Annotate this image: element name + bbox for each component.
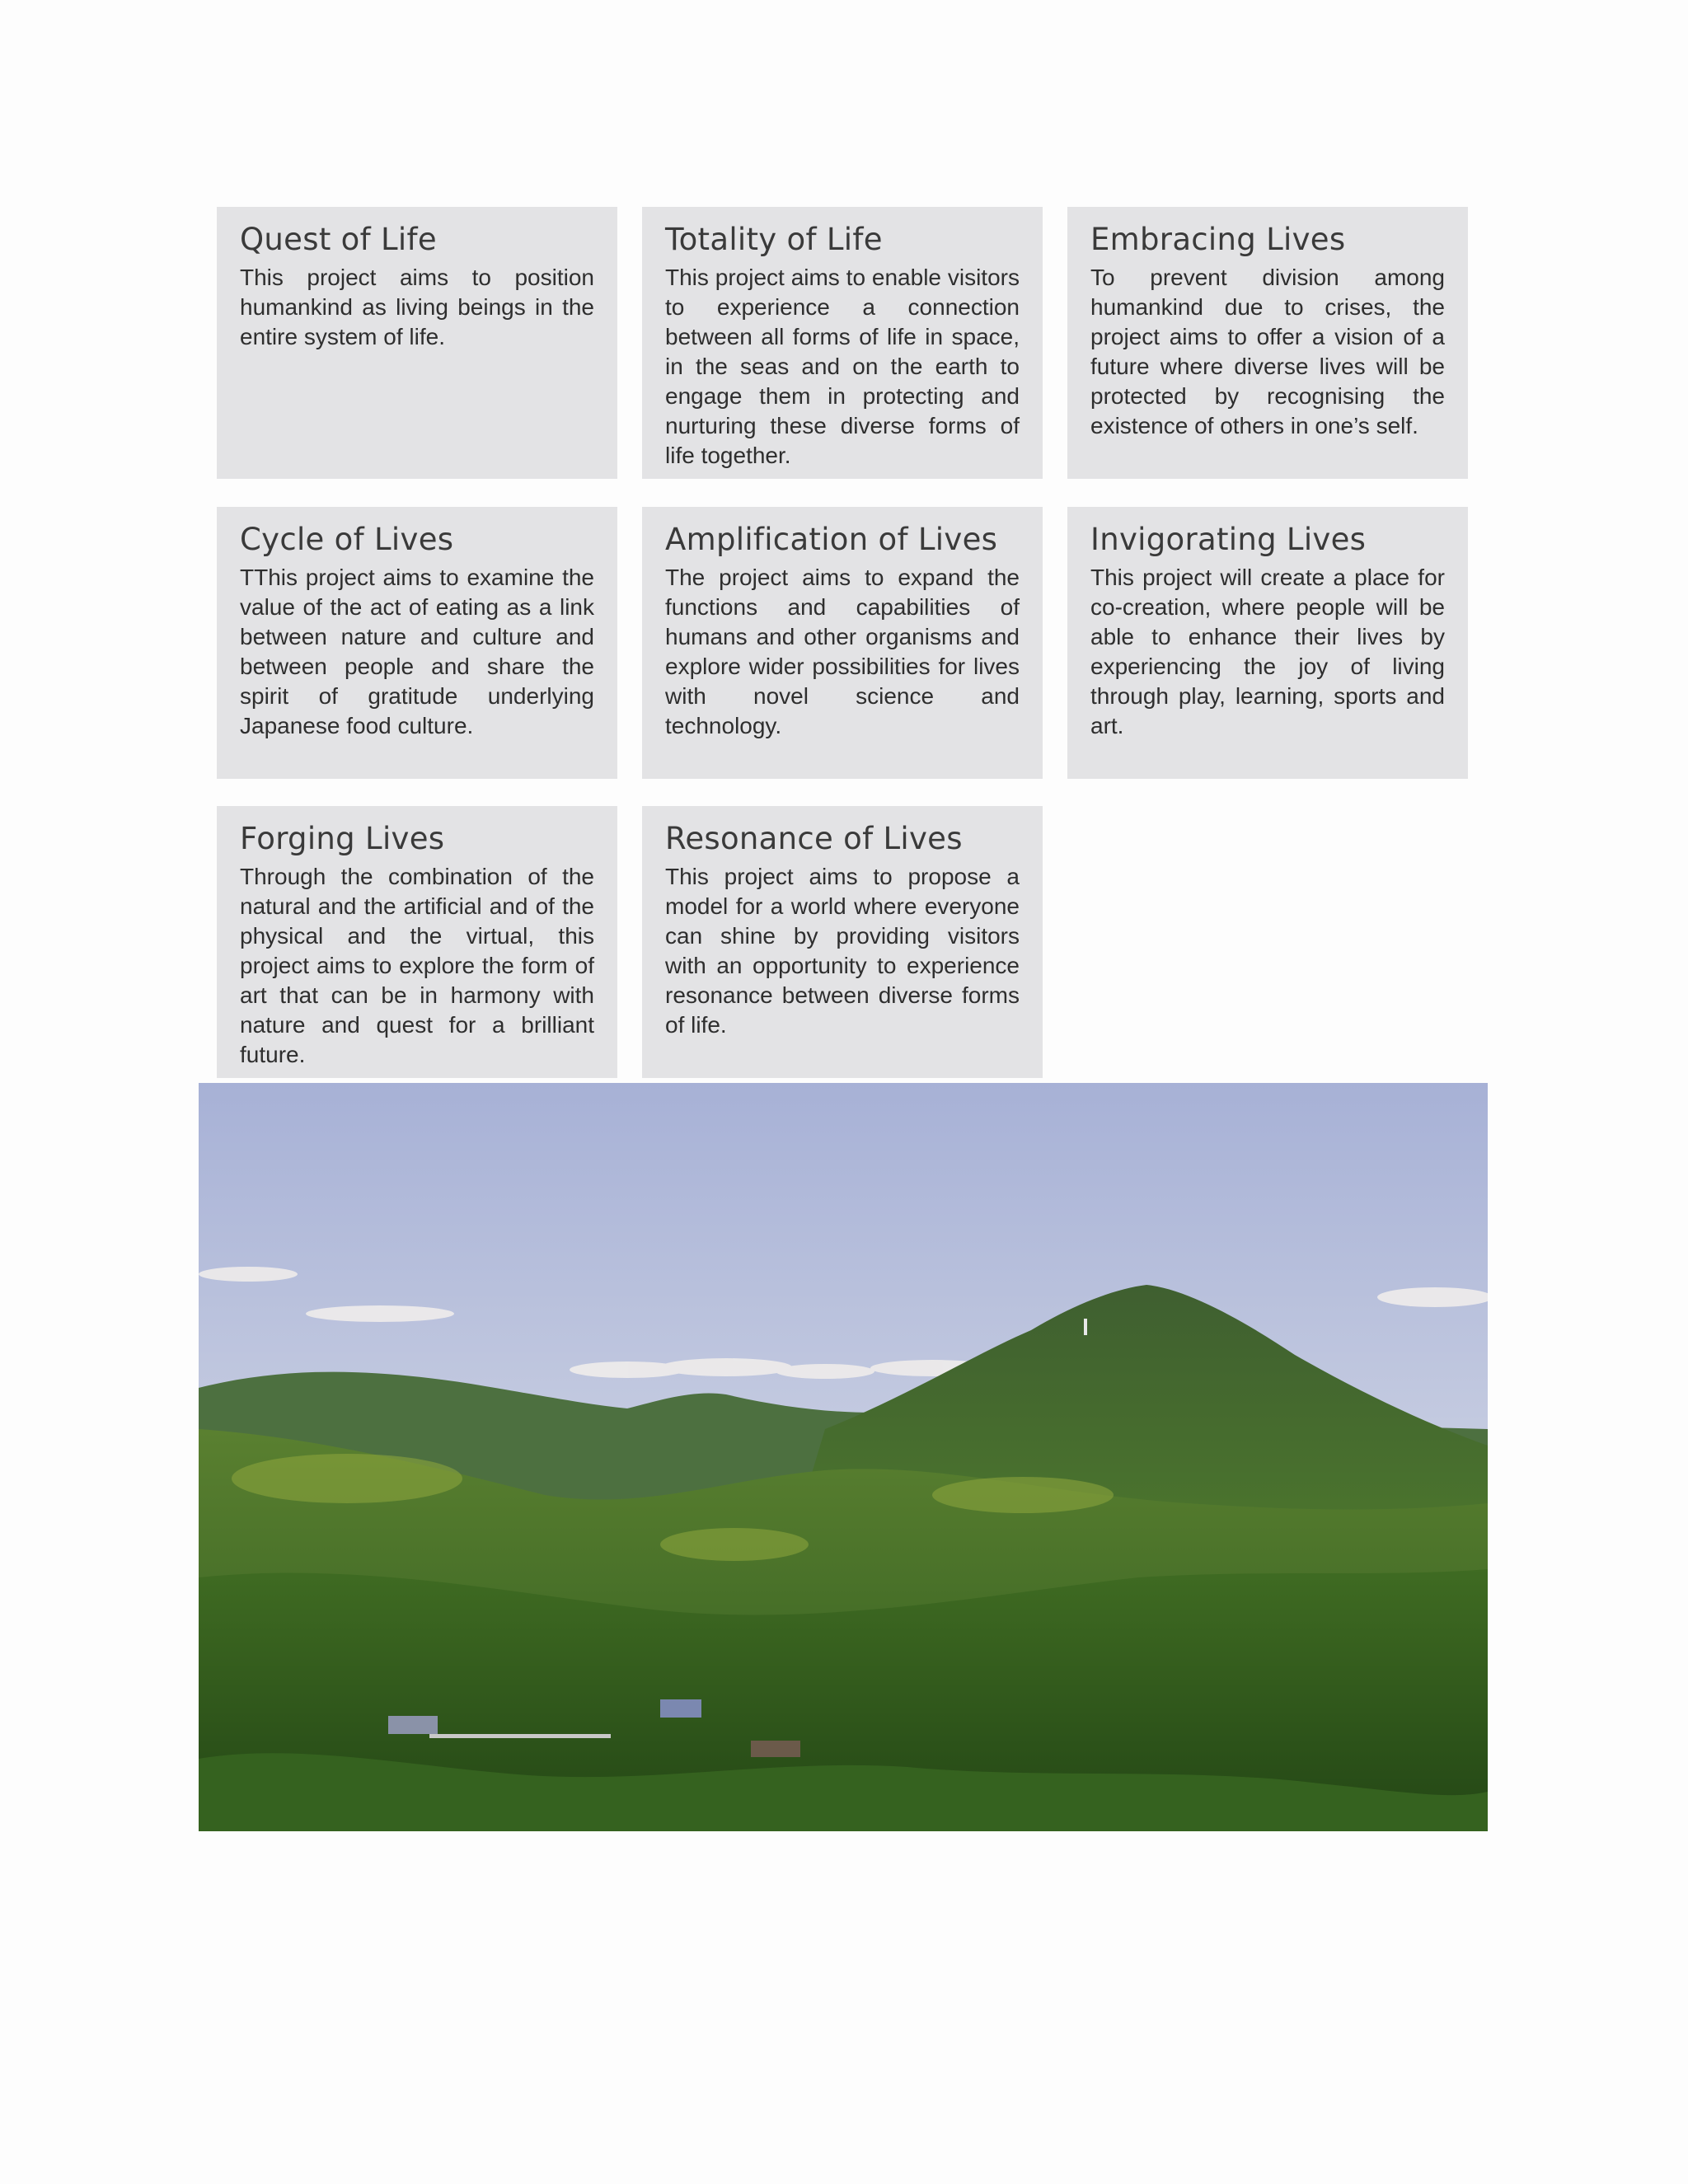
card-title: Embracing Lives — [1090, 222, 1346, 257]
card-body: This project will create a place for co-creation, where people will be able to enhance their lives by experiencing the joy of living through play, learning, sports and art. — [1090, 565, 1445, 738]
landscape-photo — [199, 1083, 1488, 1831]
card-title: Quest of Life — [240, 222, 437, 257]
card-body: This project aims to position humankind as living beings in the entire system of life. — [240, 265, 594, 349]
card-resonance-of-lives — [642, 806, 1043, 1078]
card-amplification-of-lives — [642, 507, 1043, 779]
card-body: To prevent division among humankind due to crises, the project aims to offer a vision of a future where diverse lives will be protected by recognising the existence of others in one’s self. — [1090, 265, 1445, 438]
card-title: Forging Lives — [240, 821, 445, 856]
card-body: This project aims to propose a model for a world where everyone can shine by providing visitors with an opportunity to experience resonance between diverse forms of life. — [665, 864, 1020, 1038]
card-title: Invigorating Lives — [1090, 522, 1367, 557]
card-totality-of-life — [642, 207, 1043, 479]
card-embracing-lives — [1067, 207, 1468, 479]
card-title: Amplification of Lives — [665, 522, 998, 557]
card-cycle-of-lives — [217, 507, 617, 779]
card-title: Cycle of Lives — [240, 522, 454, 557]
card-forging-lives — [217, 806, 617, 1078]
card-title: Totality of Life — [665, 222, 883, 257]
card-title: Resonance of Lives — [665, 821, 963, 856]
card-body: TThis project aims to examine the value of the act of eating as a link between nature and culture and between people and share the spirit of gratitude underlying Japanese food culture. — [240, 565, 594, 738]
card-invigorating-lives — [1067, 507, 1468, 779]
card-quest-of-life — [217, 207, 617, 479]
card-body: This project aims to enable visitors to experience a connection between all forms of life in space, in the seas and on the earth to engage them in protecting and nurturing these diverse forms of life together. — [665, 265, 1020, 468]
card-body: Through the combination of the natural and the artificial and of the physical and the virtual, this project aims to explore the form of art that can be in harmony with nature and quest for a brilliant future. — [240, 864, 594, 1067]
card-body: The project aims to expand the functions and capabilities of humans and other organisms and explore wider possibilities for lives with novel science and technology. — [665, 565, 1020, 738]
